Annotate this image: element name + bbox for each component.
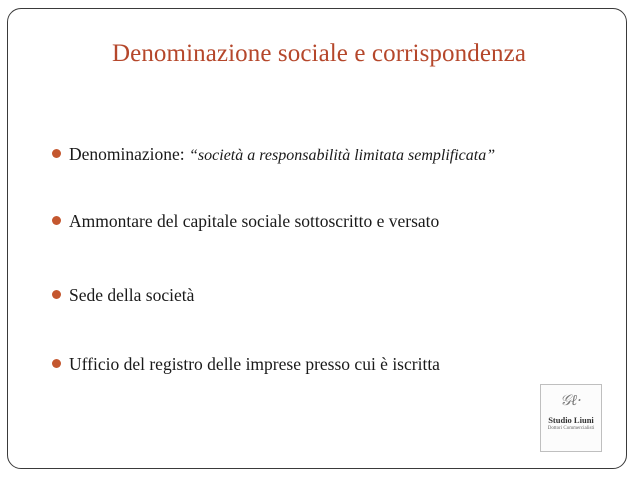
logo-name: Studio Liuni	[548, 415, 594, 425]
slide-title: Denominazione sociale e corrispondenza	[111, 40, 527, 67]
bullet-item-sede	[52, 285, 194, 306]
studio-logo	[540, 384, 602, 452]
bullet-item-capitale	[52, 211, 439, 232]
bullet-item-registro	[52, 354, 440, 375]
bullet-label: Ufficio del registro delle imprese presso cui è iscritta	[69, 354, 440, 374]
bullet-label: Denominazione:	[69, 144, 185, 164]
bullet-dot-icon	[52, 359, 61, 368]
bullet-label: Sede della società	[69, 285, 195, 305]
bullet-item-denominazione	[52, 144, 495, 165]
bullet-dot-icon	[52, 216, 61, 225]
logo-subtitle: Dottori Commercialisti	[547, 426, 595, 431]
bullet-dot-icon	[52, 290, 61, 299]
bullet-label: Ammontare del capitale sociale sottoscritto e versato	[69, 211, 440, 231]
slide-frame	[7, 8, 627, 469]
bullet-quote: “società a responsabilità limitata semplificata”	[189, 147, 496, 164]
signature-logo-icon: 𝒢ℓ·	[560, 391, 582, 409]
bullet-dot-icon	[52, 149, 61, 158]
